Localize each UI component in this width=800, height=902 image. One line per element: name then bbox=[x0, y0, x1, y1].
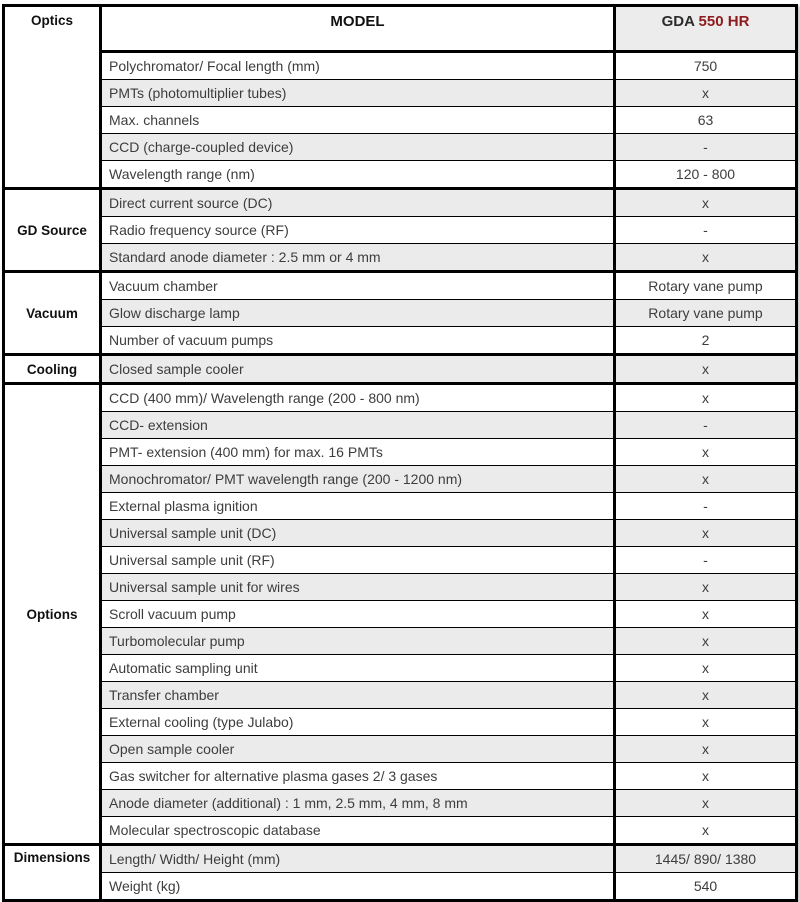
table-row bbox=[4, 217, 797, 244]
table-row bbox=[4, 873, 797, 901]
table-row bbox=[4, 412, 797, 439]
spec-cell: Vacuum chamber bbox=[101, 272, 615, 300]
spec-cell: Monochromator/ PMT wavelength range (200 - 1200 nm) bbox=[101, 466, 615, 493]
product-column-header bbox=[615, 6, 797, 52]
spec-cell: Radio frequency source (RF) bbox=[101, 217, 615, 244]
value-cell: Rotary vane pump bbox=[615, 300, 797, 327]
value-cell: x bbox=[615, 736, 797, 763]
value-cell: 540 bbox=[615, 873, 797, 901]
table-row bbox=[4, 493, 797, 520]
value-cell: - bbox=[615, 493, 797, 520]
category-cell-gd-source: GD Source bbox=[4, 189, 101, 272]
spec-cell: Wavelength range (nm) bbox=[101, 161, 615, 189]
category-cell-vacuum: Vacuum bbox=[4, 272, 101, 355]
table-row bbox=[4, 817, 797, 845]
spec-cell: Number of vacuum pumps bbox=[101, 327, 615, 355]
value-cell: x bbox=[615, 682, 797, 709]
spec-cell: Universal sample unit for wires bbox=[101, 574, 615, 601]
spec-cell: Open sample cooler bbox=[101, 736, 615, 763]
value-cell: 63 bbox=[615, 107, 797, 134]
value-cell: x bbox=[615, 80, 797, 107]
spec-cell: Weight (kg) bbox=[101, 873, 615, 901]
value-cell: x bbox=[615, 520, 797, 547]
table-row bbox=[4, 601, 797, 628]
category-cell-cooling: Cooling bbox=[4, 355, 101, 384]
value-cell: x bbox=[615, 709, 797, 736]
spec-cell: Gas switcher for alternative plasma gases 2/ 3 gases bbox=[101, 763, 615, 790]
spec-cell: Max. channels bbox=[101, 107, 615, 134]
spec-cell: Universal sample unit (RF) bbox=[101, 547, 615, 574]
table-row bbox=[4, 244, 797, 272]
value-cell: 120 - 800 bbox=[615, 161, 797, 189]
product-name-highlight: 550 HR bbox=[698, 13, 750, 30]
category-cell-options: Options bbox=[4, 384, 101, 845]
value-cell: x bbox=[615, 439, 797, 466]
product-name-prefix: GDA bbox=[661, 13, 695, 30]
table-row bbox=[4, 327, 797, 355]
value-cell: - bbox=[615, 217, 797, 244]
model-column-header: MODEL bbox=[101, 6, 615, 52]
table-row bbox=[4, 763, 797, 790]
table-row bbox=[4, 300, 797, 327]
value-cell: x bbox=[615, 628, 797, 655]
category-cell-dimensions: Dimensions bbox=[4, 845, 101, 901]
table-row bbox=[4, 134, 797, 161]
table-row bbox=[4, 682, 797, 709]
spec-cell: CCD- extension bbox=[101, 412, 615, 439]
spec-cell: Direct current source (DC) bbox=[101, 189, 615, 217]
spec-cell: Length/ Width/ Height (mm) bbox=[101, 845, 615, 873]
value-cell: x bbox=[615, 601, 797, 628]
table-row bbox=[4, 736, 797, 763]
spec-cell: CCD (400 mm)/ Wavelength range (200 - 800 nm) bbox=[101, 384, 615, 412]
table-row bbox=[4, 655, 797, 682]
spec-cell: External plasma ignition bbox=[101, 493, 615, 520]
table-row bbox=[4, 520, 797, 547]
category-cell-optics: Optics bbox=[4, 6, 101, 189]
value-cell: x bbox=[615, 763, 797, 790]
table-row bbox=[4, 790, 797, 817]
spec-cell: Scroll vacuum pump bbox=[101, 601, 615, 628]
table-header-row bbox=[4, 6, 797, 52]
spec-cell: Turbomolecular pump bbox=[101, 628, 615, 655]
value-cell: - bbox=[615, 134, 797, 161]
value-cell: x bbox=[615, 189, 797, 217]
spec-cell: Transfer chamber bbox=[101, 682, 615, 709]
table-row bbox=[4, 709, 797, 736]
spec-table bbox=[2, 4, 798, 902]
spec-cell: Anode diameter (additional) : 1 mm, 2.5 mm, 4 mm, 8 mm bbox=[101, 790, 615, 817]
table-row bbox=[4, 161, 797, 189]
table-row bbox=[4, 384, 797, 412]
spec-cell: Molecular spectroscopic database bbox=[101, 817, 615, 845]
value-cell: 750 bbox=[615, 52, 797, 80]
value-cell: - bbox=[615, 547, 797, 574]
table-row bbox=[4, 628, 797, 655]
spec-cell: Universal sample unit (DC) bbox=[101, 520, 615, 547]
table-row bbox=[4, 80, 797, 107]
value-cell: 1445/ 890/ 1380 bbox=[615, 845, 797, 873]
table-row bbox=[4, 189, 797, 217]
spec-cell: Standard anode diameter : 2.5 mm or 4 mm bbox=[101, 244, 615, 272]
spec-table-body bbox=[4, 6, 797, 901]
spec-cell: Automatic sampling unit bbox=[101, 655, 615, 682]
table-row bbox=[4, 107, 797, 134]
value-cell: x bbox=[615, 384, 797, 412]
value-cell: x bbox=[615, 817, 797, 845]
table-row bbox=[4, 439, 797, 466]
table-row bbox=[4, 52, 797, 80]
table-row bbox=[4, 574, 797, 601]
table-row bbox=[4, 272, 797, 300]
value-cell: 2 bbox=[615, 327, 797, 355]
value-cell: x bbox=[615, 790, 797, 817]
value-cell: x bbox=[615, 574, 797, 601]
spec-cell: External cooling (type Julabo) bbox=[101, 709, 615, 736]
value-cell: - bbox=[615, 412, 797, 439]
spec-cell: CCD (charge-coupled device) bbox=[101, 134, 615, 161]
value-cell: x bbox=[615, 355, 797, 384]
spec-cell: Closed sample cooler bbox=[101, 355, 615, 384]
table-row bbox=[4, 355, 797, 384]
table-row bbox=[4, 466, 797, 493]
table-row bbox=[4, 547, 797, 574]
spec-cell: Polychromator/ Focal length (mm) bbox=[101, 52, 615, 80]
spec-cell: PMT- extension (400 mm) for max. 16 PMTs bbox=[101, 439, 615, 466]
value-cell: x bbox=[615, 655, 797, 682]
value-cell: x bbox=[615, 466, 797, 493]
table-row bbox=[4, 845, 797, 873]
spec-cell: Glow discharge lamp bbox=[101, 300, 615, 327]
value-cell: Rotary vane pump bbox=[615, 272, 797, 300]
spec-cell: PMTs (photomultiplier tubes) bbox=[101, 80, 615, 107]
value-cell: x bbox=[615, 244, 797, 272]
